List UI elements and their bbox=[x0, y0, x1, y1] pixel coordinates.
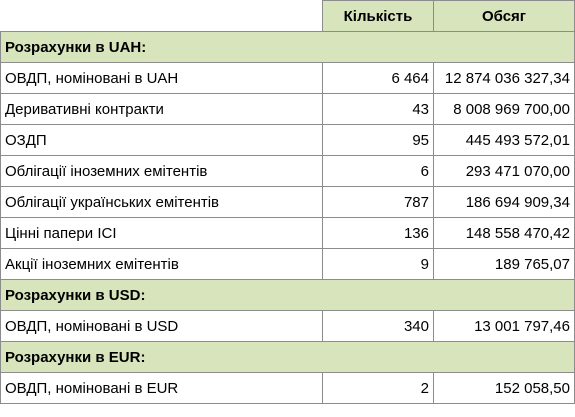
table-row bbox=[1, 63, 575, 94]
table-row bbox=[1, 94, 575, 125]
section-title: Розрахунки в EUR: bbox=[1, 342, 575, 373]
row-count: 6 464 bbox=[323, 63, 434, 94]
row-count: 136 bbox=[323, 218, 434, 249]
section-title: Розрахунки в USD: bbox=[1, 280, 575, 311]
row-volume: 12 874 036 327,34 bbox=[434, 63, 575, 94]
row-volume: 148 558 470,42 bbox=[434, 218, 575, 249]
row-count: 9 bbox=[323, 249, 434, 280]
row-volume: 445 493 572,01 bbox=[434, 125, 575, 156]
header-count: Кількість bbox=[323, 1, 434, 32]
row-name: Облігації українських емітентів bbox=[1, 187, 323, 218]
section-row-usd bbox=[1, 280, 575, 311]
row-volume: 189 765,07 bbox=[434, 249, 575, 280]
row-name: ОЗДП bbox=[1, 125, 323, 156]
section-row-eur bbox=[1, 342, 575, 373]
row-volume: 293 471 070,00 bbox=[434, 156, 575, 187]
row-volume: 13 001 797,46 bbox=[434, 311, 575, 342]
section-row-uah bbox=[1, 32, 575, 63]
section-title: Розрахунки в UAH: bbox=[1, 32, 575, 63]
row-name: Цінні папери ІСІ bbox=[1, 218, 323, 249]
header-volume: Обсяг bbox=[434, 1, 575, 32]
table-header-row bbox=[1, 1, 575, 32]
row-name: Акції іноземних емітентів bbox=[1, 249, 323, 280]
table-row bbox=[1, 187, 575, 218]
row-count: 340 bbox=[323, 311, 434, 342]
row-count: 2 bbox=[323, 373, 434, 404]
row-name: Облігації іноземних емітентів bbox=[1, 156, 323, 187]
table-row bbox=[1, 373, 575, 404]
table-row bbox=[1, 249, 575, 280]
table-row bbox=[1, 311, 575, 342]
row-volume: 8 008 969 700,00 bbox=[434, 94, 575, 125]
row-name: Деривативні контракти bbox=[1, 94, 323, 125]
row-count: 43 bbox=[323, 94, 434, 125]
row-name: ОВДП, номіновані в EUR bbox=[1, 373, 323, 404]
table-row bbox=[1, 218, 575, 249]
row-name: ОВДП, номіновані в USD bbox=[1, 311, 323, 342]
row-count: 95 bbox=[323, 125, 434, 156]
table-row bbox=[1, 125, 575, 156]
table-row bbox=[1, 156, 575, 187]
row-count: 6 bbox=[323, 156, 434, 187]
row-volume: 186 694 909,34 bbox=[434, 187, 575, 218]
header-blank-cell bbox=[1, 1, 323, 32]
row-count: 787 bbox=[323, 187, 434, 218]
row-name: ОВДП, номіновані в UAH bbox=[1, 63, 323, 94]
row-volume: 152 058,50 bbox=[434, 373, 575, 404]
